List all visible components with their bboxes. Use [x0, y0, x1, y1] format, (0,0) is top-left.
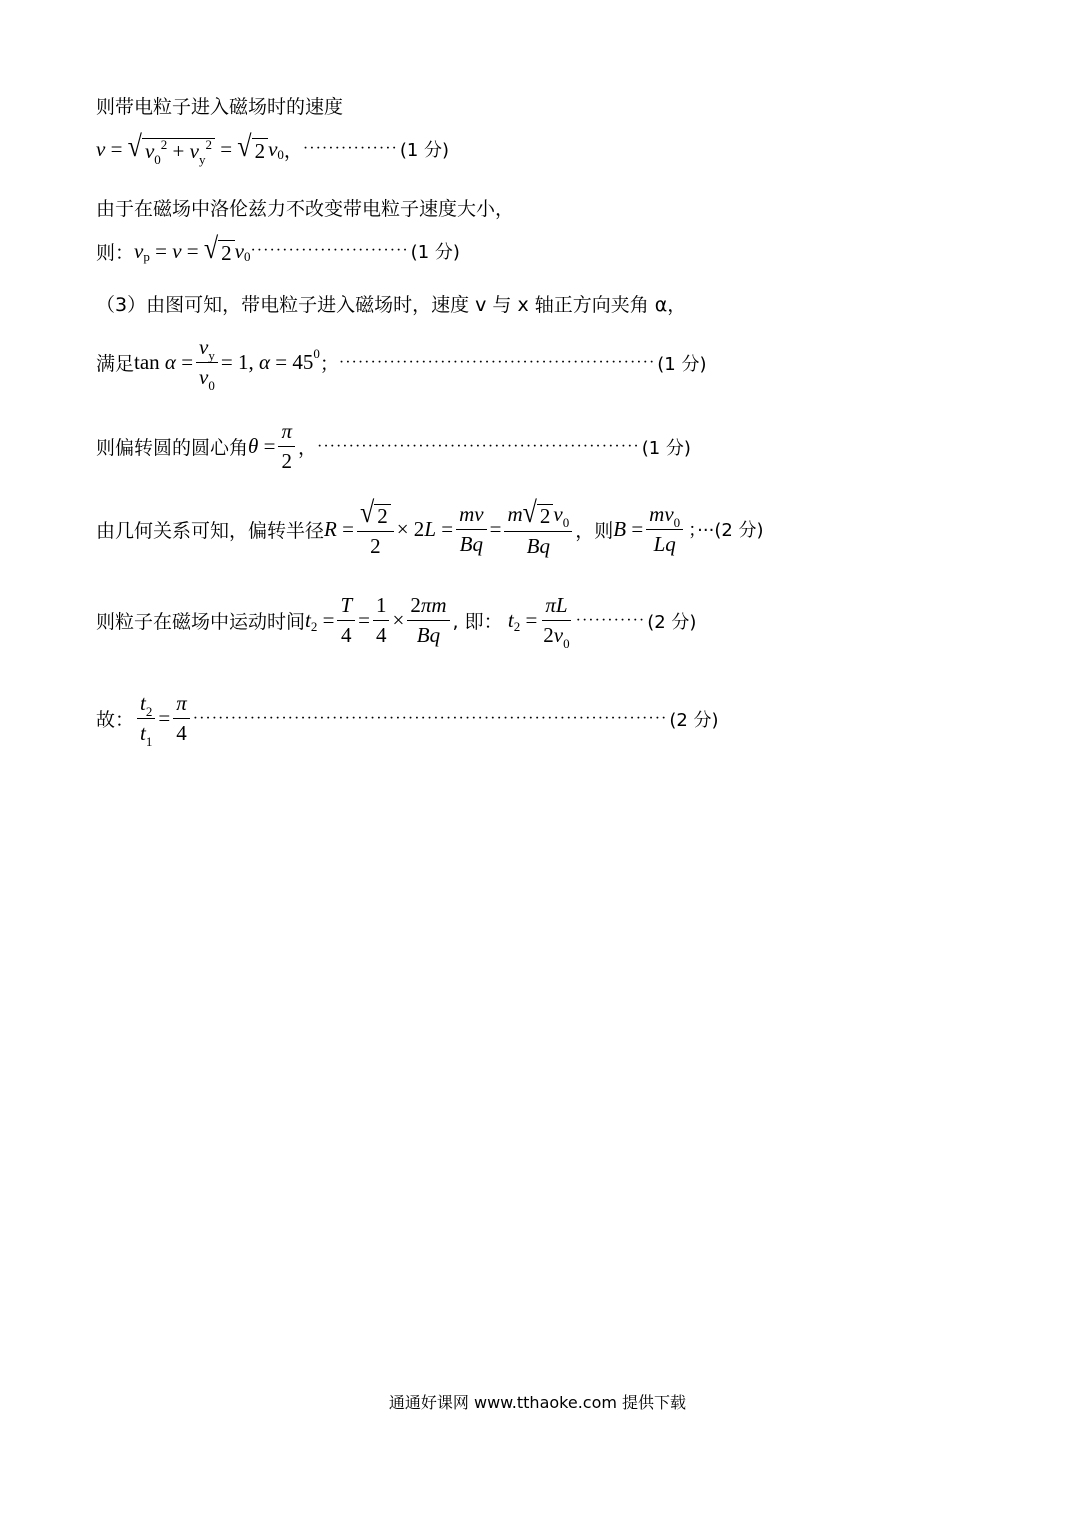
- line-4-prefix: 则：: [96, 241, 135, 264]
- line-2-score: (1 分): [399, 140, 450, 161]
- line-9-score: (2 分): [647, 611, 697, 633]
- formula-theta: 则偏转圆的圆心角 θ = $\frac{\pi}{2}$ ， ··················································· (1 分): [96, 419, 691, 474]
- line-7-prefix: 则偏转圆的圆心角: [96, 437, 249, 460]
- formula-speed: v = √ $v_0^2 + v_y^2$ = √ 2 v 0 ， ··············· (1 分): [96, 129, 450, 167]
- formula-tan: 满足 tan α = $\frac{v_y}{v_0}$ = 1, α = 45 0 ； ·················································· (1 分): [96, 335, 707, 394]
- line-4-score: (1 分): [410, 242, 460, 263]
- page-footer: 通通好课网 www.tthaoke.com 提供下载: [388, 1393, 687, 1412]
- line-6-prefix: 满足: [96, 353, 135, 376]
- formula-vp: 则： v p = v = √ 2 v 0 ························· (1 分): [96, 231, 460, 265]
- line-8-score: ；···(2 分): [688, 520, 764, 542]
- line-3: [96, 194, 514, 221]
- line-6-score: (1 分): [657, 353, 707, 375]
- fraction-vy-v0: $\frac{v_y}{v_0}$: [196, 336, 218, 389]
- line-1: [96, 92, 343, 119]
- formula-time: 则粒子在磁场中运动时间 t 2 = $\frac{T}{4}$ = $\frac{1}{4}$ × $\frac{2\pi m}{Bq}$ , 即： t 2 = $\frac{\pi L}{2v_0}$ ··········· (2 分): [96, 593, 697, 652]
- line-7-score: (1 分): [641, 437, 691, 459]
- line-10-score: (2 分): [669, 709, 719, 731]
- line-5-text: （3）由图可知，带电粒子进入磁场时，速度 v 与 x 轴正方向夹角 α，: [96, 294, 687, 316]
- line-10-prefix: 故：: [96, 709, 135, 732]
- line-8-mid: ，则: [575, 519, 614, 542]
- line-3-text: 由于在磁场中洛伦兹力不改变带电粒子速度大小，: [96, 198, 515, 220]
- line-1-text: 则带电粒子进入磁场时的速度: [96, 96, 344, 118]
- sqrt-symbol: √ $v_0^2 + v_y^2$: [128, 134, 215, 164]
- line-5: [96, 290, 686, 317]
- formula-radius: 由几何关系可知，偏转半径 R = √ 2 2 × 2 L = $\frac{mv}{Bq}$ = m √ 2 $v_0$ Bq ，则 B = $\frac{mv_0}{Lq}$ ；···(2 分): [96, 495, 764, 559]
- line-9-prefix: 则粒子在磁场中运动时间: [96, 611, 306, 634]
- line-8-prefix: 由几何关系可知，偏转半径: [96, 519, 325, 542]
- line-9-mid: , 即：: [452, 611, 503, 634]
- formula-ratio: 故： $\frac{t_2}{t_1}$ = $\frac{\pi}{4}$ ··········································································· (2 分): [96, 691, 719, 750]
